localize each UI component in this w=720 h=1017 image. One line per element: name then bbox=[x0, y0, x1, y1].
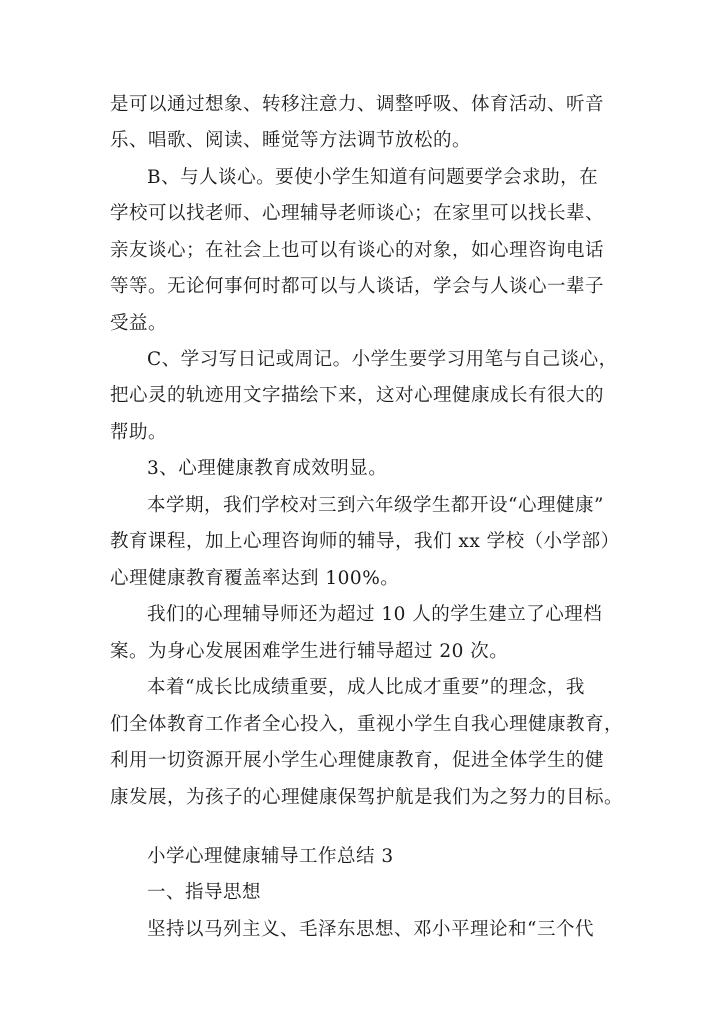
text-line-14: 心理健康教育覆盖率达到 100%。 bbox=[110, 568, 400, 589]
text-line-19: 利用一切资源开展小学生心理健康教育，促进全体学生的健 bbox=[110, 750, 605, 771]
text-line-1: 是可以通过想象、转移注意力、调整呼吸、体育活动、听音 bbox=[110, 94, 605, 115]
text-line-12: 本学期，我们学校对三到六年级学生都开设“心理健康” bbox=[147, 495, 604, 516]
section-heading: 小学心理健康辅导工作总结 3 bbox=[147, 846, 394, 867]
text-line-3: B、与人谈心。要使小学生知道有问题要学会求助，在 bbox=[147, 167, 599, 188]
text-line-10: 帮助。 bbox=[110, 422, 168, 443]
text-line-16: 案。为身心发展困难学生进行辅导超过 20 次。 bbox=[110, 641, 509, 662]
text-line-20: 康发展，为孩子的心理健康保驾护航是我们为之努力的目标。 bbox=[110, 787, 624, 808]
text-line-8: C、学习写日记或周记。小学生要学习用笔与自己谈心， bbox=[147, 349, 618, 370]
text-line-23: 坚持以马列主义、毛泽东思想、邓小平理论和“三个代 bbox=[147, 919, 594, 940]
text-line-18: 们全体教育工作者全心投入，重视小学生自我心理健康教育， bbox=[110, 714, 624, 735]
text-line-13: 教育课程，加上心理咨询师的辅导，我们 xx 学校（小学部） bbox=[110, 531, 620, 552]
text-line-4: 学校可以找老师、心理辅导老师谈心；在家里可以找长辈、 bbox=[110, 203, 605, 224]
text-line-11: 3、心理健康教育成效明显。 bbox=[147, 458, 388, 479]
text-line-5: 亲友谈心；在社会上也可以有谈心的对象，如心理咨询电话 bbox=[110, 240, 605, 261]
subsection-heading: 一、指导思想 bbox=[147, 882, 262, 903]
text-line-7: 受益。 bbox=[110, 313, 168, 334]
text-line-15: 我们的心理辅导师还为超过 10 人的学生建立了心理档 bbox=[147, 604, 603, 625]
text-line-17: 本着“成长比成绩重要，成人比成才重要”的理念，我 bbox=[147, 677, 585, 698]
text-line-9: 把心灵的轨迹用文字描绘下来，这对心理健康成长有很大的 bbox=[110, 385, 605, 406]
text-line-6: 等等。无论何事何时都可以与人谈话，学会与人谈心一辈子 bbox=[110, 276, 605, 297]
text-line-2: 乐、唱歌、阅读、睡觉等方法调节放松的。 bbox=[110, 130, 472, 151]
